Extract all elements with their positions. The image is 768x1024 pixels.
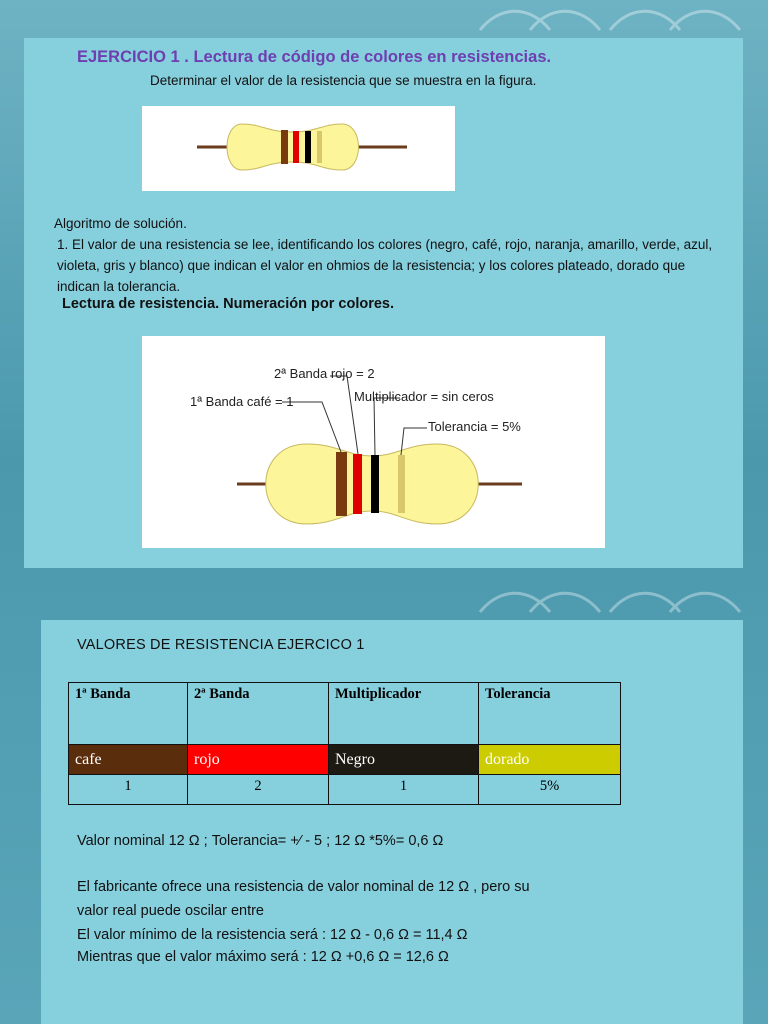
color-cell-4: [479, 745, 621, 775]
color-label: rojo: [194, 750, 220, 768]
label-band2: 2ª Banda rojo = 2: [274, 366, 375, 381]
resistor-labeled-image: [142, 336, 605, 548]
header-tolerance: Tolerancia: [479, 683, 621, 745]
color-cell-2: [188, 745, 329, 775]
table-header-row: [69, 683, 621, 745]
slide-values: [41, 620, 743, 1024]
max-value-line: Mientras que el valor máximo será : 12 Ω +0,6 Ω = 12,6 Ω: [77, 949, 449, 965]
value-cell: 2: [188, 775, 329, 805]
header-multiplier: Multiplicador: [329, 683, 479, 745]
label-tolerance: Tolerancia = 5%: [428, 419, 521, 434]
resistor-image: [142, 106, 455, 191]
table-value-row: [69, 775, 621, 805]
algorithm-title: Algoritmo de solución.: [54, 216, 187, 231]
resistor-figure-labeled: [142, 336, 605, 548]
range-line: valor real puede oscilar entre: [77, 903, 264, 919]
min-value-line: El valor mínimo de la resistencia será : 12 Ω - 0,6 Ω = 11,4 Ω: [77, 927, 468, 943]
header-ornament: [470, 0, 768, 38]
label-multiplier: Multiplicador = sin ceros: [354, 389, 494, 404]
value-cell: 5%: [479, 775, 621, 805]
color-label: cafe: [75, 750, 102, 768]
table-color-row: [69, 745, 621, 775]
value-cell: 1: [329, 775, 479, 805]
algorithm-text: [54, 213, 714, 297]
resistor-figure-small: [142, 106, 455, 191]
exercise-title: EJERCICIO 1 . Lectura de código de colores en resistencias.: [77, 48, 552, 66]
nominal-value-line: Valor nominal 12 Ω ; Tolerancia= +⁄ - 5 ; 12 Ω *5%= 0,6 Ω: [77, 833, 444, 849]
color-label: dorado: [485, 750, 530, 768]
label-band1: 1ª Banda café = 1: [190, 394, 294, 409]
value-cell: 1: [69, 775, 188, 805]
algorithm-step: 1. El valor de una resistencia se lee, identificando los colores (negro, café, rojo, naranja, amarillo, verde, azul, violeta, gris y blanco) que indican el valor en ohmios de la resistencia; y los colores plateado, dorado que indican la tolerancia.: [57, 237, 713, 294]
slide-exercise: [24, 38, 743, 568]
manufacturer-line: El fabricante ofrece una resistencia de valor nominal de 12 Ω , pero su: [77, 879, 530, 895]
reading-heading: Lectura de resistencia. Numeración por colores.: [62, 296, 395, 312]
color-cell-1: [69, 745, 188, 775]
header-ornament-2: [470, 582, 768, 620]
values-title: VALORES DE RESISTENCIA EJERCICO 1: [77, 637, 365, 653]
color-cell-3: [329, 745, 479, 775]
color-label: Negro: [335, 750, 375, 768]
header-band2: 2ª Banda: [188, 683, 329, 745]
exercise-subtitle: Determinar el valor de la resistencia que se muestra en la figura.: [150, 73, 537, 88]
header-band1: 1ª Banda: [69, 683, 188, 745]
bands-table: [68, 682, 621, 805]
